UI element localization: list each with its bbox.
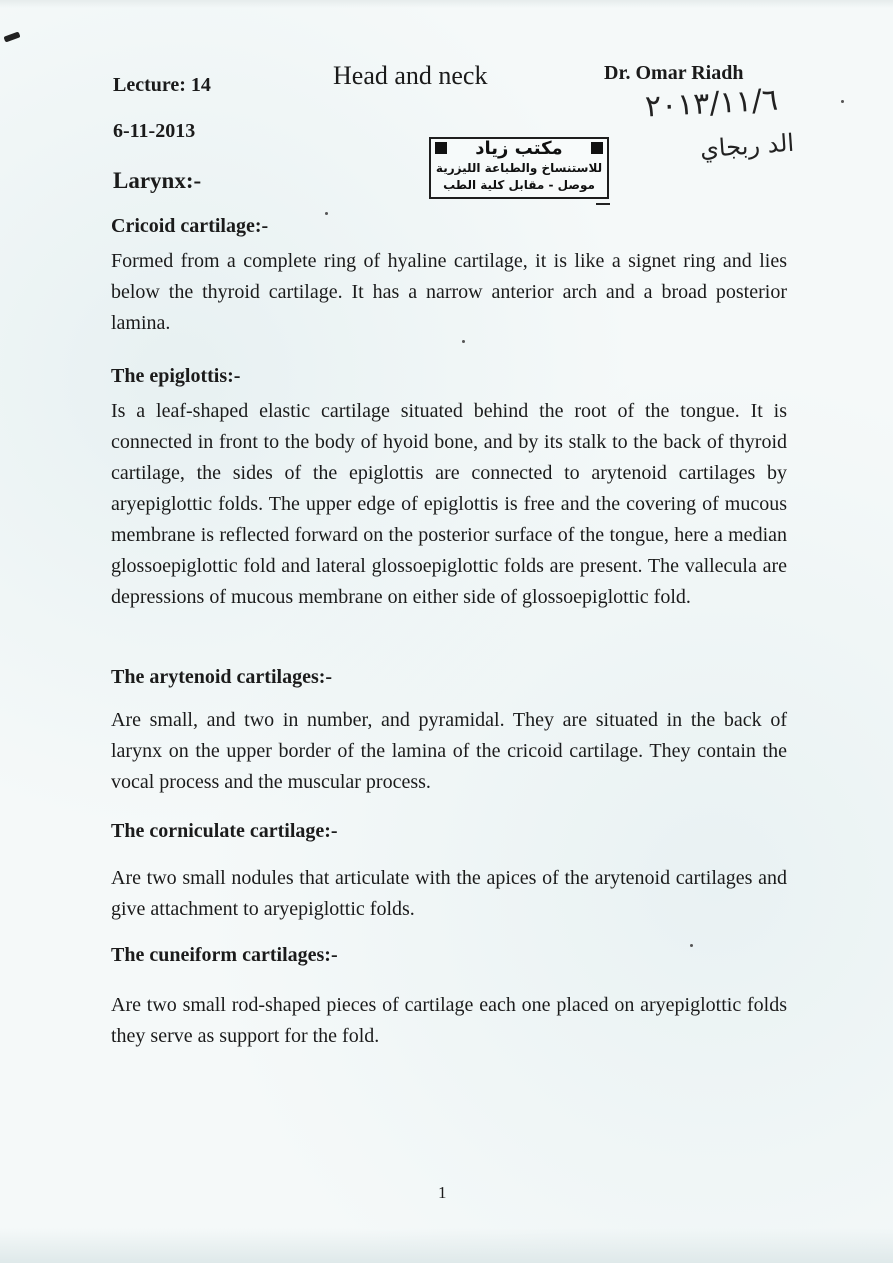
lecture-number: Lecture: 14 — [113, 74, 211, 96]
stamp-line-2: للاستنساخ والطباعة الليزرية — [435, 161, 603, 175]
section-heading-cuneiform: The cuneiform cartilages:- — [111, 944, 338, 966]
scan-bottom-edge — [0, 1228, 893, 1263]
page-number: 1 — [438, 1183, 447, 1202]
copy-shop-stamp — [429, 137, 609, 199]
topic-heading: Larynx:- — [113, 168, 202, 193]
scan-speck — [462, 340, 465, 343]
handwritten-date: ٢٠١٣/١١/٦ — [644, 82, 779, 125]
stamp-name: مكتب زياد — [475, 138, 563, 159]
corner-mark — [3, 31, 20, 42]
stamp-line-3: موصل - مقابل كلية الطب — [443, 178, 595, 192]
author-name: Dr. Omar Riadh — [604, 62, 744, 84]
stamp-underline — [596, 203, 610, 205]
section-heading-arytenoid: The arytenoid cartilages:- — [111, 666, 333, 688]
section-text-arytenoid: Are small, and two in number, and pyramidal. They are situated in the back of larynx on the upper border of the lamina of the cricoid cartilage. They contain the vocal process and the muscular process. — [111, 709, 787, 793]
scan-speck — [690, 944, 693, 947]
section-text-cuneiform: Are two small rod-shaped pieces of cartilage each one placed on aryepiglottic folds they serve as support for the fold. — [111, 994, 787, 1047]
section-heading-corniculate: The corniculate cartilage:- — [111, 820, 338, 842]
page-title: Head and neck — [333, 61, 488, 90]
section-heading-epiglottis: The epiglottis:- — [111, 365, 241, 387]
section-text-epiglottis: Is a leaf-shaped elastic cartilage situated behind the root of the tongue. It is connected in front to the body of hyoid bone, and by its stalk to the back of thyroid cartilage, the sides of the epiglottis are connected to arytenoid cartilages by aryepiglottic folds. The upper edge of epiglottis is free and the covering of mucous membrane is reflected forward on the posterior surface of the tongue, here a median glossoepiglottic fold and lateral glossoepiglottic folds are present. The vallecula are depressions of mucous membrane on either side of glossoepiglottic fold. — [111, 400, 787, 608]
handwritten-note: الد ربجاي — [699, 128, 795, 164]
lecture-date: 6-11-2013 — [113, 120, 196, 142]
scan-speck — [841, 100, 844, 103]
scan-top-shadow — [0, 0, 893, 8]
scan-speck — [325, 212, 328, 215]
section-text-corniculate: Are two small nodules that articulate with the apices of the arytenoid cartilages and give attachment to aryepiglottic folds. — [111, 867, 787, 920]
section-text-cricoid: Formed from a complete ring of hyaline cartilage, it is like a signet ring and lies below the thyroid cartilage. It has a narrow anterior arch and a broad posterior lamina. — [111, 250, 787, 334]
section-heading-cricoid: Cricoid cartilage:- — [111, 215, 269, 237]
